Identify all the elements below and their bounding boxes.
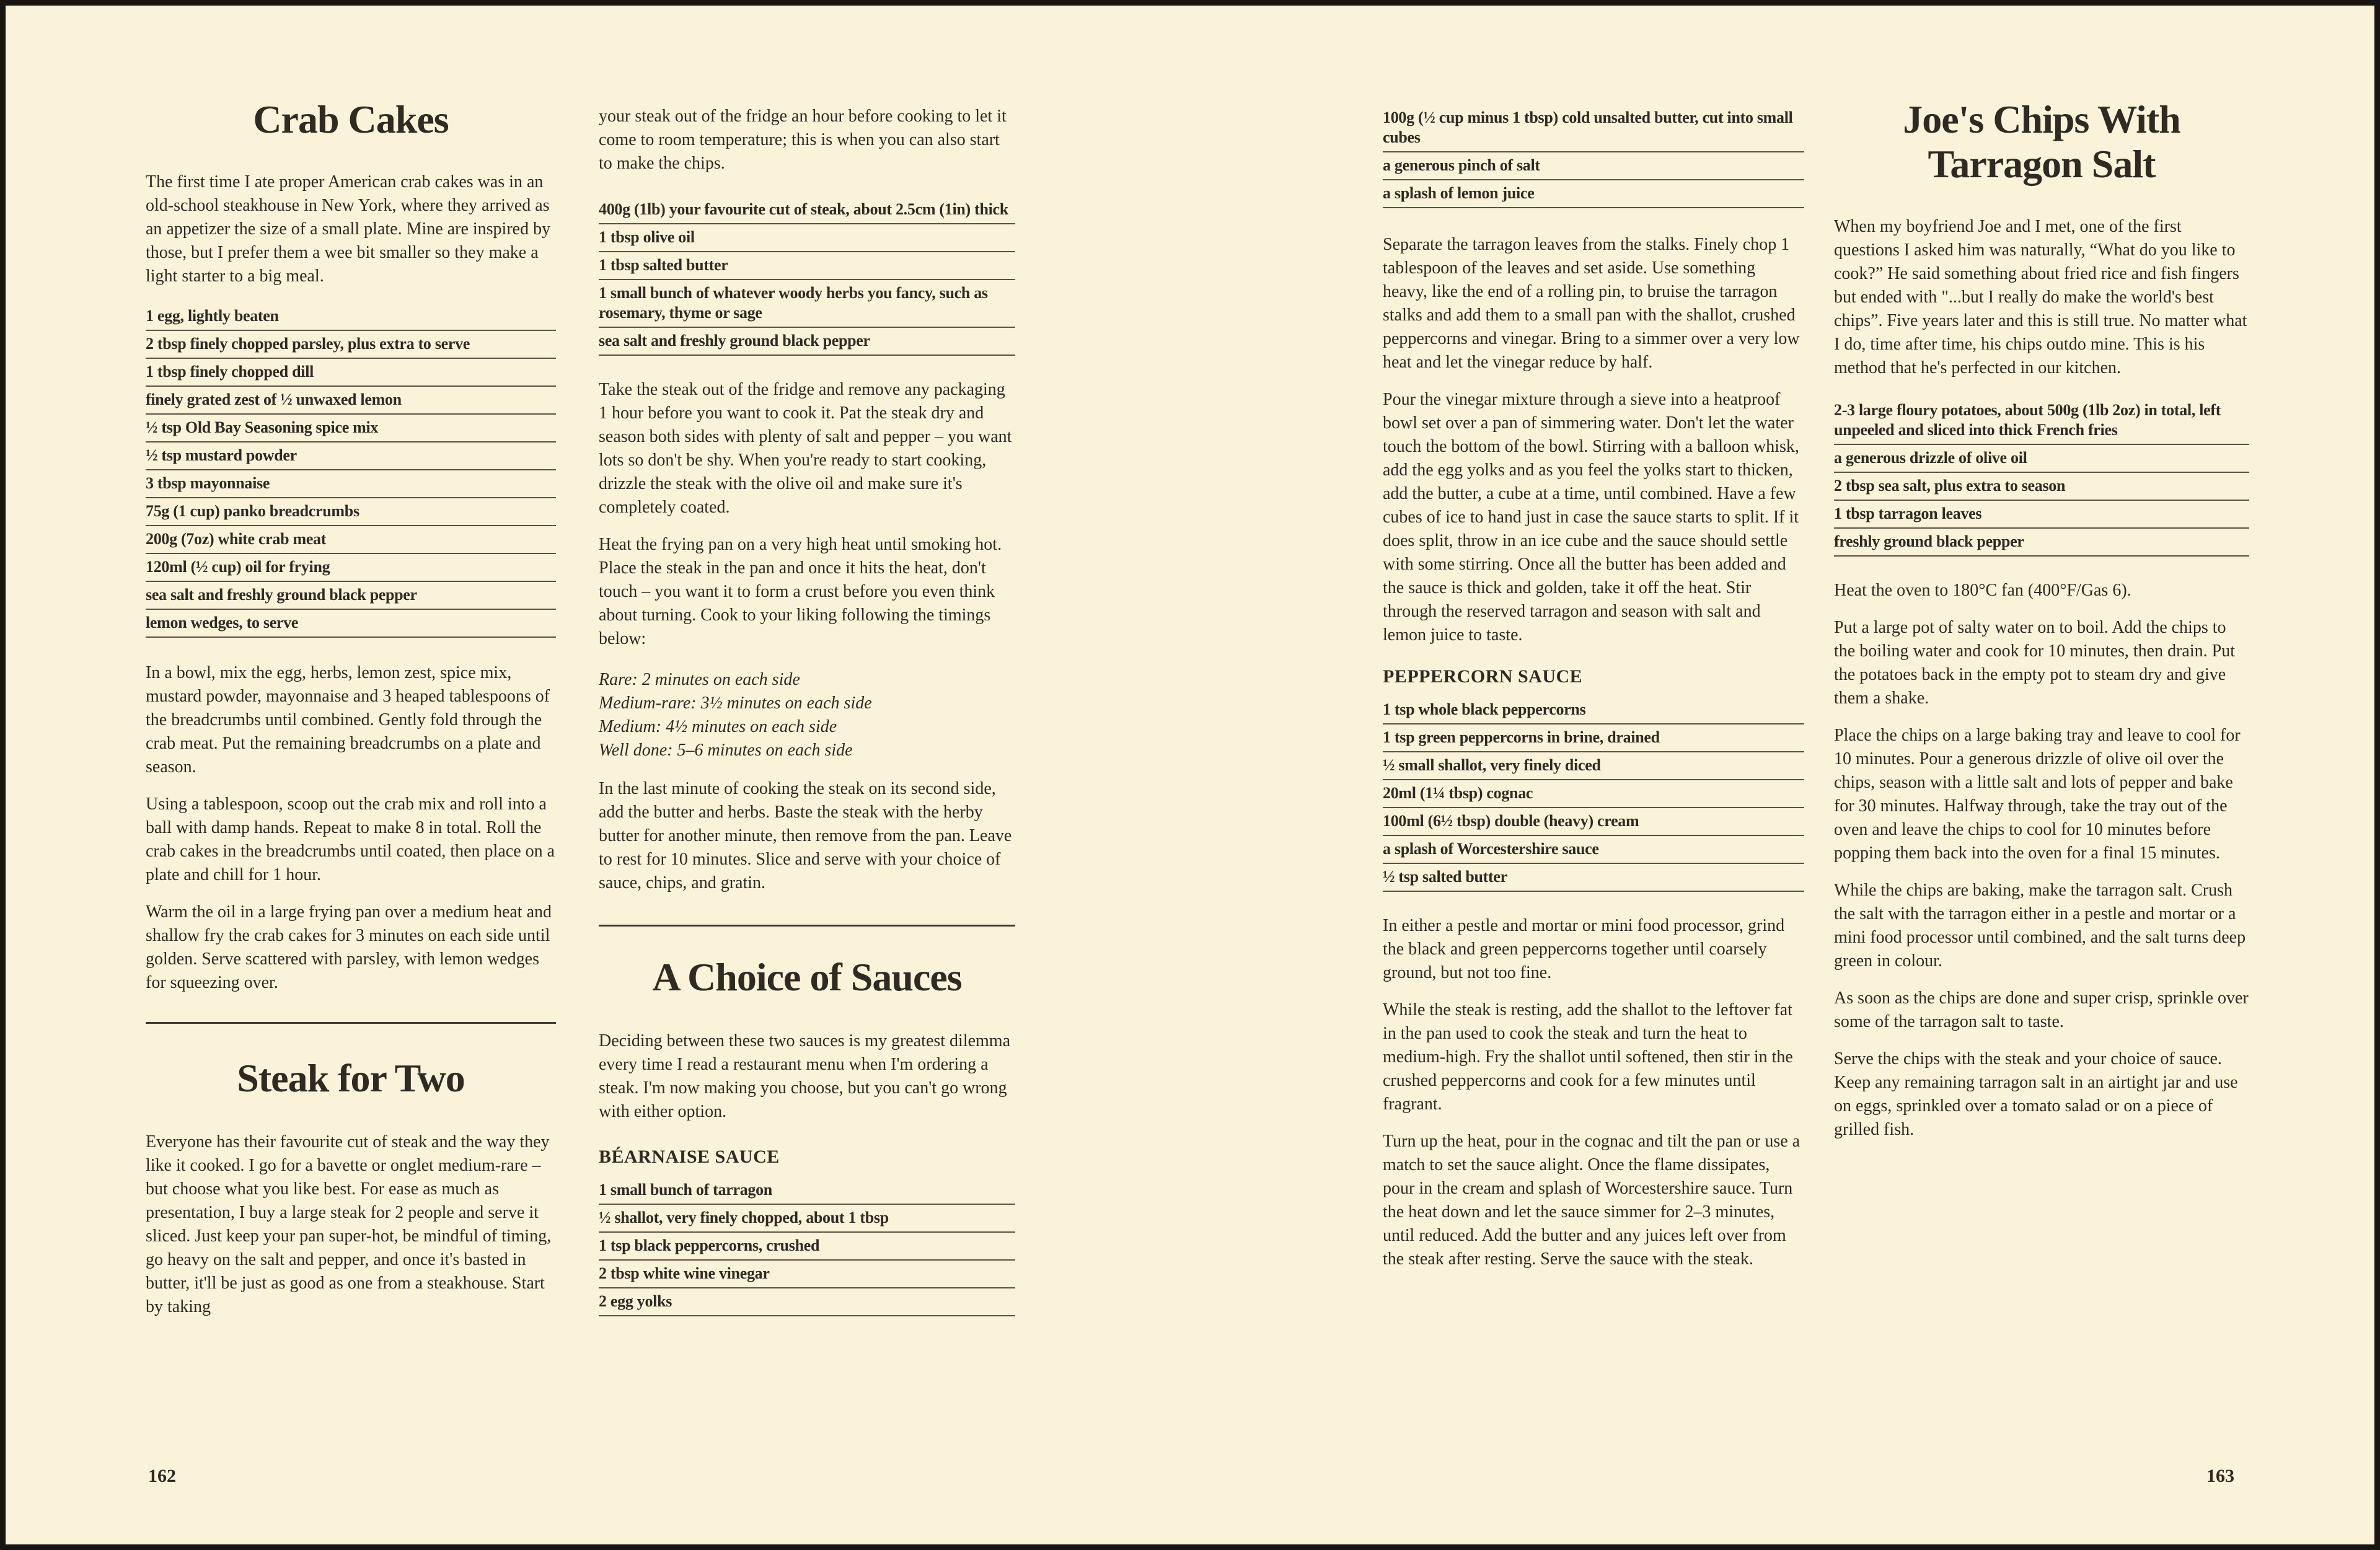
ingredient-row: 1 tsp green peppercorns in brine, drained	[1383, 724, 1804, 752]
section-divider	[146, 1022, 556, 1024]
ingredient-row: a splash of Worcestershire sauce	[1383, 836, 1804, 864]
ingredient-row: 2-3 large floury potatoes, about 500g (1lb 2oz) in total, left unpeeled and sliced into thick French fries	[1834, 397, 2249, 445]
ingredient-row: 2 tbsp finely chopped parsley, plus extra to serve	[146, 331, 556, 359]
ingredient-row: 2 tbsp white wine vinegar	[599, 1261, 1015, 1288]
ingredient-row: a splash of lemon juice	[1383, 180, 1804, 208]
steak-timings	[599, 668, 1015, 762]
ingredient-row: 1 egg, lightly beaten	[146, 303, 556, 331]
instruction-paragraph: Put a large pot of salty water on to boil. Add the chips to the boiling water and cook for 10 minutes, then drain. Put the potatoes back in the empty pot to steam dry and give them a shake.	[1834, 618, 2235, 708]
recipe-title-crab-cakes: Crab Cakes	[253, 97, 449, 141]
ingredient-row: ½ small shallot, very finely diced	[1383, 752, 1804, 780]
ingredient-row: 120ml (½ cup) oil for frying	[146, 554, 556, 582]
peppercorn-steps	[1383, 914, 1804, 1271]
ingredient-row: a generous pinch of salt	[1383, 152, 1804, 180]
column-joes-chips	[1834, 6, 2249, 1142]
instruction-paragraph: In a bowl, mix the egg, herbs, lemon zest, spice mix, mustard powder, mayonnaise and 3 heaped tablespoons of the breadcrumbs until combined. Gently fold through the crab meat. Put the remaining breadcrumbs on a plate and season.	[146, 663, 550, 777]
crab-cakes-ingredient-list	[146, 303, 556, 638]
steak-final-step: In the last minute of cooking the steak on its second side, add the butter and herbs. Baste the steak with the herby butter for another minute, then remove from the pan. Leave to rest for 10 minutes. Slice and serve with your choice of sauce, chips, and gratin.	[599, 779, 1012, 892]
instruction-paragraph: Pour the vinegar mixture through a sieve into a heatproof bowl set over a pan of simmering water. Don't let the water touch the bottom of the bowl. Stirring with a balloon whisk, add the egg yolks and as you feel the yolks start to thicken, add the butter, a cube at a time, until combined. Have a few cubes of ice to hand just in case the sauce starts to split. If it does split, throw in an ice cube and the sauce should settle with some stirring. Once all the butter has been added and the sauce is thick and golden, take it off the heat. Stir through the reserved tarragon and season with salt and lemon juice to taste.	[1383, 390, 1799, 645]
instruction-paragraph: While the chips are baking, make the tarragon salt. Crush the salt with the tarragon either in a pestle and mortar or a mini food processor until combined, and the salt turns deep green in colour.	[1834, 881, 2246, 971]
ingredient-row: lemon wedges, to serve	[146, 610, 556, 638]
joes-chips-steps	[1834, 579, 2249, 1142]
ingredient-row: 400g (1lb) your favourite cut of steak, about 2.5cm (1in) thick	[599, 196, 1015, 224]
steak-steps	[599, 378, 1015, 651]
instruction-paragraph: Heat the oven to 180°C fan (400°F/Gas 6).	[1834, 581, 2131, 600]
column-crab-cakes	[146, 6, 556, 1319]
ingredient-row: 75g (1 cup) panko breadcrumbs	[146, 498, 556, 526]
ingredient-row: ½ tsp salted butter	[1383, 864, 1804, 892]
ingredient-row: 1 tbsp salted butter	[599, 252, 1015, 280]
ingredient-row: freshly ground black pepper	[1834, 529, 2249, 557]
peppercorn-ingredient-list	[1383, 697, 1804, 892]
instruction-paragraph: Separate the tarragon leaves from the stalks. Finely chop 1 tablespoon of the leaves and set aside. Use something heavy, like the end of a rolling pin, to bruise the tarragon stalks and add them to a small pan with the shallot, crushed peppercorns and vinegar. Bring to a simmer over a very low heat and let the vinegar reduce by half.	[1383, 235, 1800, 372]
sauces-intro: Deciding between these two sauces is my greatest dilemma every time I read a restaurant menu when I'm ordering a steak. I'm now making you choose, but you can't go wrong with either option.	[599, 1031, 1011, 1121]
bearnaise-ingredient-list-part1	[599, 1177, 1015, 1316]
ingredient-row: 100g (½ cup minus 1 tbsp) cold unsalted butter, cut into small cubes	[1383, 105, 1804, 152]
recipe-title-joes-chips: Joe's Chips With Tarragon Salt	[1903, 97, 2180, 186]
ingredient-row: 1 tbsp olive oil	[599, 224, 1015, 252]
ingredient-row: ½ shallot, very finely chopped, about 1 tbsp	[599, 1205, 1015, 1233]
ingredient-row: 20ml (1¼ tbsp) cognac	[1383, 780, 1804, 808]
crab-cakes-intro: The first time I ate proper American crab cakes was in an old-school steakhouse in New York, where they arrived as an appetizer the size of a small plate. Mine are inspired by those, but I prefer them a wee bit smaller so they make a light starter to a big meal.	[146, 172, 551, 286]
ingredient-row: ½ tsp mustard powder	[146, 443, 556, 470]
ingredient-row: 100ml (6½ tbsp) double (heavy) cream	[1383, 808, 1804, 836]
ingredient-row: sea salt and freshly ground black pepper	[599, 328, 1015, 356]
page-number-right: 163	[2206, 1466, 2234, 1486]
ingredient-row: 2 tbsp sea salt, plus extra to season	[1834, 473, 2249, 501]
instruction-paragraph: Warm the oil in a large frying pan over a medium heat and shallow fry the crab cakes for 3 minutes on each side until golden. Serve scattered with parsley, with lemon wedges for squeezing over.	[146, 902, 552, 992]
ingredient-row: ½ tsp Old Bay Seasoning spice mix	[146, 415, 556, 443]
subheading-peppercorn-sauce: PEPPERCORN SAUCE	[1383, 666, 1583, 687]
steak-intro-part2: your steak out of the fridge an hour before cooking to let it come to room temperature; this is when you can also start to make the chips.	[599, 107, 1007, 173]
instruction-paragraph: In either a pestle and mortar or mini food processor, grind the black and green peppercorns together until coarsely ground, but not too fine.	[1383, 916, 1785, 982]
instruction-paragraph: Using a tablespoon, scoop out the crab mix and roll into a ball with damp hands. Repeat to make 8 in total. Roll the crab cakes in the breadcrumbs until coated, then place on a plate and chill for 1 hour.	[146, 795, 555, 884]
timing-line: Medium: 4½ minutes on each side	[599, 717, 837, 736]
joes-chips-intro: When my boyfriend Joe and I met, one of the first questions I asked him was naturally, “What do you like to cook?” He said something about fried rice and fish fingers but ended with "...but I really do make the world's best chips”. Five years later and this is still true. No matter what I do, time after time, his chips outdo mine. This is his method that he's perfected in our kitchen.	[1834, 217, 2247, 377]
steak-ingredient-list	[599, 196, 1015, 356]
ingredient-row: 1 small bunch of whatever woody herbs you fancy, such as rosemary, thyme or sage	[599, 280, 1015, 328]
timing-line: Well done: 5–6 minutes on each side	[599, 741, 853, 760]
ingredient-row: 1 tsp whole black peppercorns	[1383, 697, 1804, 724]
page-number-left: 162	[148, 1466, 176, 1486]
instruction-paragraph: While the steak is resting, add the shallot to the leftover fat in the pan used to cook the steak and turn the heat to medium-high. Fry the shallot until softened, then stir in the crushed peppercorns and cook for a few minutes until fragrant.	[1383, 1000, 1793, 1114]
instruction-paragraph: Serve the chips with the steak and your choice of sauce. Keep any remaining tarragon salt in an airtight jar and use on eggs, sprinkled over a tomato salad or on a piece of grilled fish.	[1834, 1049, 2238, 1139]
instruction-paragraph: Take the steak out of the fridge and remove any packaging 1 hour before you want to cook it. Pat the steak dry and season both sides with plenty of salt and pepper – you want lots so don't be shy. When you're ready to start cooking, drizzle the steak with the olive oil and make sure it's completely coated.	[599, 380, 1012, 517]
recipe-title-steak-for-two: Steak for Two	[237, 1056, 465, 1100]
instruction-paragraph: Heat the frying pan on a very high heat until smoking hot. Place the steak in the pan and once it hits the heat, don't touch – you want it to form a crust before you even think about turning. Cook to your liking following the timings below:	[599, 535, 1002, 648]
column-steak-and-sauces	[599, 6, 1015, 1316]
ingredient-row: 3 tbsp mayonnaise	[146, 470, 556, 498]
column-bearnaise-peppercorn	[1383, 6, 1804, 1271]
steak-intro-part1: Everyone has their favourite cut of steak and the way they like it cooked. I go for a bavette or onglet medium-rare – but choose what you like best. For ease as much as presentation, I buy a large steak for 2 people and serve it sliced. Just keep your pan super-hot, be mindful of timing, go heavy on the salt and pepper, and once it's basted in butter, it'll be just as good as one from a steakhouse. Start by taking	[146, 1132, 552, 1316]
ingredient-row: 200g (7oz) white crab meat	[146, 526, 556, 554]
ingredient-row: 1 tbsp tarragon leaves	[1834, 501, 2249, 529]
timing-line: Medium-rare: 3½ minutes on each side	[599, 694, 872, 713]
section-divider	[599, 925, 1015, 927]
ingredient-row: 1 small bunch of tarragon	[599, 1177, 1015, 1205]
instruction-paragraph: Place the chips on a large baking tray and leave to cool for 10 minutes. Pour a generous drizzle of olive oil over the chips, season with a little salt and lots of pepper and bake for 30 minutes. Halfway through, take the tray out of the oven and leave the chips to cool for 10 minutes before popping them back into the oven for a final 15 minutes.	[1834, 726, 2241, 863]
crab-cakes-steps	[146, 661, 556, 995]
ingredient-row: finely grated zest of ½ unwaxed lemon	[146, 387, 556, 415]
ingredient-row: 1 tsp black peppercorns, crushed	[599, 1233, 1015, 1261]
section-title-choice-of-sauces: A Choice of Sauces	[652, 955, 962, 999]
ingredient-row: 2 egg yolks	[599, 1288, 1015, 1316]
bearnaise-ingredient-list-part2	[1383, 105, 1804, 208]
instruction-paragraph: As soon as the chips are done and super crisp, sprinkle over some of the tarragon salt to taste.	[1834, 989, 2249, 1031]
subheading-bearnaise-sauce: BÉARNAISE SAUCE	[599, 1147, 780, 1167]
ingredient-row: a generous drizzle of olive oil	[1834, 445, 2249, 473]
ingredient-row: 1 tbsp finely chopped dill	[146, 359, 556, 387]
timing-line: Rare: 2 minutes on each side	[599, 670, 800, 689]
bearnaise-steps	[1383, 233, 1804, 647]
ingredient-row: sea salt and freshly ground black pepper	[146, 582, 556, 610]
joes-chips-ingredient-list	[1834, 397, 2249, 557]
instruction-paragraph: Turn up the heat, pour in the cognac and tilt the pan or use a match to set the sauce alight. Once the flame dissipates, pour in the cream and splash of Worcestershire sauce. Turn the heat down and let the sauce simmer for 2–3 minutes, until reduced. Add the butter and any juices left over from the steak after resting. Serve the sauce with the steak.	[1383, 1132, 1800, 1269]
